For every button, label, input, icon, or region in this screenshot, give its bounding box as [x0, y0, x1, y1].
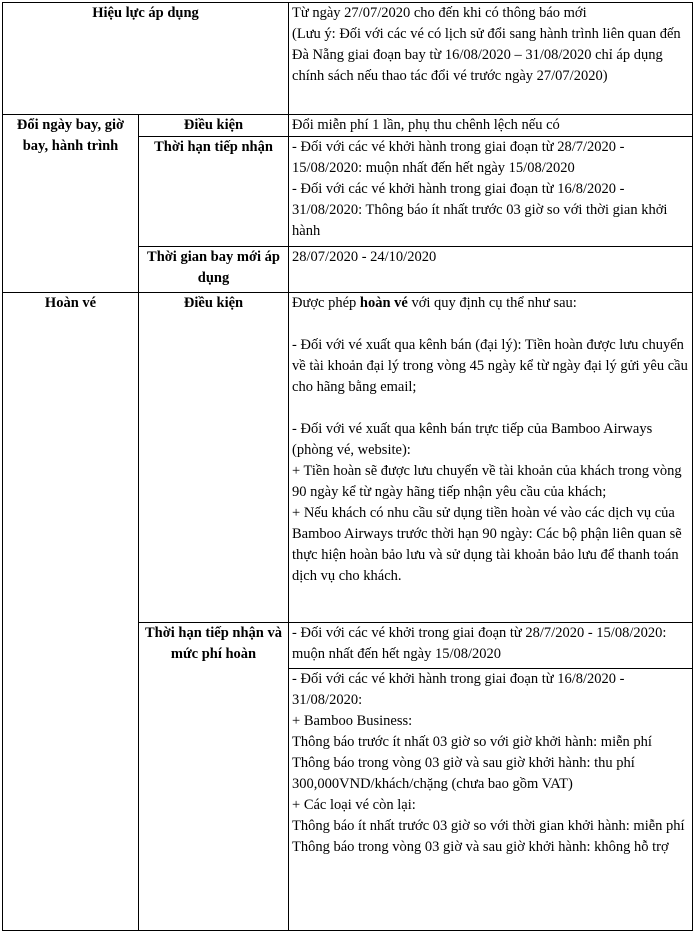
- policy-table: [2, 2, 693, 931]
- refund-intro: [292, 293, 689, 314]
- validity-label: Hiệu lực áp dụng: [3, 3, 289, 115]
- table-row: [3, 115, 693, 137]
- validity-text: Từ ngày 27/07/2020 cho đến khi có thông báo mới (Lưu ý: Đối với các vé có lịch sử đổi sang hành trình liên quan đến Đà Nẵng giai đoạn bay từ 16/08/2020 – 31/08/2020 chỉ áp dụng chính sách nếu thao tác đổi vé trước ngày 27/07/2020): [292, 5, 681, 84]
- validity-cell: [289, 3, 693, 115]
- change-deadline-item: - Đối với các vé khởi hành trong giai đoạn từ 16/8/2020 - 31/08/2020: Thông báo ít nhất trước 03 giờ so với thời gian khởi hành: [292, 181, 668, 239]
- change-label: Đổi ngày bay, giờ bay, hành trình: [3, 115, 139, 293]
- refund-intro-after: với quy định cụ thể như sau:: [407, 295, 577, 311]
- newflight-label: Thời gian bay mới áp dụng: [139, 247, 289, 293]
- refund-label: Hoàn vé: [3, 293, 139, 931]
- change-condition-label: Điều kiện: [139, 115, 289, 137]
- table-row: [3, 3, 693, 115]
- change-deadline-cell: [289, 137, 693, 247]
- change-deadline-label: Thời hạn tiếp nhận: [139, 137, 289, 247]
- refund-agent-text: - Đối với vé xuất qua kênh bán (đại lý): Tiền hoàn được lưu chuyển về tài khoản đại lý trong vòng 45 ngày kể từ ngày đại lý gửi yêu cầu cho hãng bằng email;: [292, 337, 688, 395]
- table-row: [3, 293, 693, 623]
- change-deadline-item: - Đối với các vé khởi hành trong giai đoạn từ 28/7/2020 - 15/08/2020: muộn nhất đến hết ngày 15/08/2020: [292, 139, 625, 176]
- newflight-text: 28/07/2020 - 24/10/2020: [289, 247, 693, 293]
- refund-intro-before: Được phép: [292, 295, 360, 311]
- refund-deadline-2: - Đối với các vé khởi hành trong giai đoạn từ 16/8/2020 - 31/08/2020: + Bamboo Business: Thông báo trước ít nhất 03 giờ so với giờ khởi hành: miễn phí Thông báo trong vòng 03 giờ và sau giờ khởi hành: thu phí 300,000VND/khách/chặng (chưa bao gồm VAT) + Các loại vé còn lại: Thông báo ít nhất trước 03 giờ so với thời gian khởi hành: miễn phí Thông báo trong vòng 03 giờ và sau giờ khởi hành: không hỗ trợ: [292, 671, 685, 855]
- paragraph-gap: [292, 314, 689, 335]
- refund-deadline-label: Thời hạn tiếp nhận và mức phí hoàn: [139, 623, 289, 931]
- refund-intro-bold: hoàn vé: [359, 295, 408, 311]
- refund-deadline-item: [289, 669, 693, 931]
- refund-deadline-item: [289, 623, 693, 669]
- change-condition-text: Đổi miễn phí 1 lần, phụ thu chênh lệch nếu có: [289, 115, 693, 137]
- paragraph-gap: [292, 398, 689, 419]
- refund-direct-text: - Đối với vé xuất qua kênh bán trực tiếp của Bamboo Airways (phòng vé, website): + Tiền hoàn sẽ được lưu chuyển về tài khoản của khách trong vòng 90 ngày kể từ ngày hãng tiếp nhận yêu cầu của khách; + Nếu khách có nhu cầu sử dụng tiền hoàn vé vào các dịch vụ của Bamboo Airways trước thời hạn 90 ngày: Các bộ phận liên quan sẽ thực hiện hoàn bảo lưu và sử dụng tài khoản bảo lưu để thanh toán dịch vụ cho khách.: [292, 421, 682, 584]
- refund-condition-label: Điều kiện: [139, 293, 289, 623]
- refund-condition-cell: [289, 293, 693, 623]
- refund-deadline-1: - Đối với các vé khởi trong giai đoạn từ 28/7/2020 - 15/08/2020: muộn nhất đến hết ngày 15/08/2020: [292, 625, 667, 662]
